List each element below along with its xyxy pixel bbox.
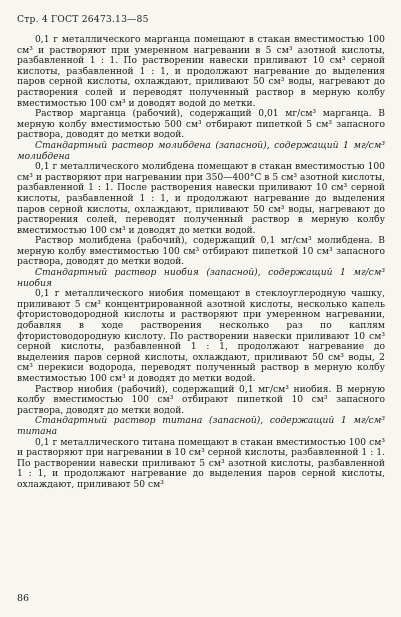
- document-body: [17, 35, 385, 491]
- paragraph: 0,1 г металлического молибдена помещают в стакан вместимостью 100 см³ и растворяют при нагревании при 350—400°С в 5 см³ азотной кислоты, разбавленной 1 : 1. После растворения навески приливают 10 см³ серной кислоты, разбавленной 1 : 1, и продолжают нагревание до выделения паров серной кислоты, охлаждают, приливают 50 см³ воды, нагревают до растворения солей, переводят полученный раствор в мерную колбу вместимостью 100 см³ и доводят до метки водой.: [17, 162, 385, 236]
- paragraph: 0,1 г металлического титана помещают в стакан вместимостью 100 см³ и растворяют при нагревании в 10 см³ серной кислоты, разбавленной 1 : 1. По растворении навески приливают 5 см³ азотной кислоты, разбавленной 1 : 1, и продолжают нагревание до выделения паров серной кислоты, охлаждают, приливают 50 см³: [17, 437, 385, 490]
- section-heading: Стандартный раствор молибдена (запасной), содержащий 1 мг/см³ молибдена: [17, 140, 385, 162]
- paragraph: Раствор ниобия (рабочий), содержащий 0,1 мг/см³ ниобия. В мерную колбу вместимостью 100 см³ отбирают пипеткой 10 см³ запасного раствора, доводят до метки водой.: [17, 384, 385, 416]
- paragraph: Раствор молибдена (рабочий), содержащий 0,1 мг/см³ молибдена. В мерную колбу вместимостью 100 см³ отбирают пипеткой 10 см³ запасного раствора, доводят до метки водой.: [17, 236, 385, 268]
- section-heading: Стандартный раствор титана (запасной), содержащий 1 мг/см³ титана: [17, 416, 385, 437]
- paragraph: 0,1 г металлического марганца помещают в стакан вместимостью 100 см³ и растворяют при умеренном нагревании в 5 см³ азотной кислоты, разбавленной 1 : 1. По растворении навески приливают 10 см³ серной кислоты, разбавленной 1 : 1, и продолжают нагревание до выделения паров серной кислоты, охлаждают, приливают 50 см³ воды, нагревают до растворения солей и переводят полученный раствор в мерную колбу вместимостью 100 см³ и доводят водой до метки.: [17, 35, 385, 109]
- paragraph: 0,1 г металлического ниобия помещают в стеклоуглеродную чашку, приливают 5 см³ концентрированной азотной кислоты, несколько капель фтористоводородной кислоты и растворяют при умеренном нагревании, добавляя в ходе растворения несколько раз по каплям фтористоводородную кислоту. По растворении навески приливают 10 см³ серной кислоты, разбавленной 1 : 1, продолжают нагревание до выделения паров серной кислоты, охлаждают, приливают 50 см³ воды, 2 см³ перекиси водорода, переводят полученный раствор в мерную колбу вместимостью 100 см³ и доводят до метки водой.: [17, 289, 385, 384]
- section-heading: Стандартный раствор ниобия (запасной), содержащий 1 мг/см³ ниобия: [17, 268, 385, 289]
- page-header: Стр. 4 ГОСТ 26473.13—85: [17, 14, 149, 25]
- page-number: 86: [17, 593, 30, 604]
- paragraph: Раствор марганца (рабочий), содержащий 0,01 мг/см³ марганца. В мерную колбу вместимостью 500 см³ отбирают пипеткой 5 см³ запасного раствора, доводят до метки водой.: [17, 109, 385, 141]
